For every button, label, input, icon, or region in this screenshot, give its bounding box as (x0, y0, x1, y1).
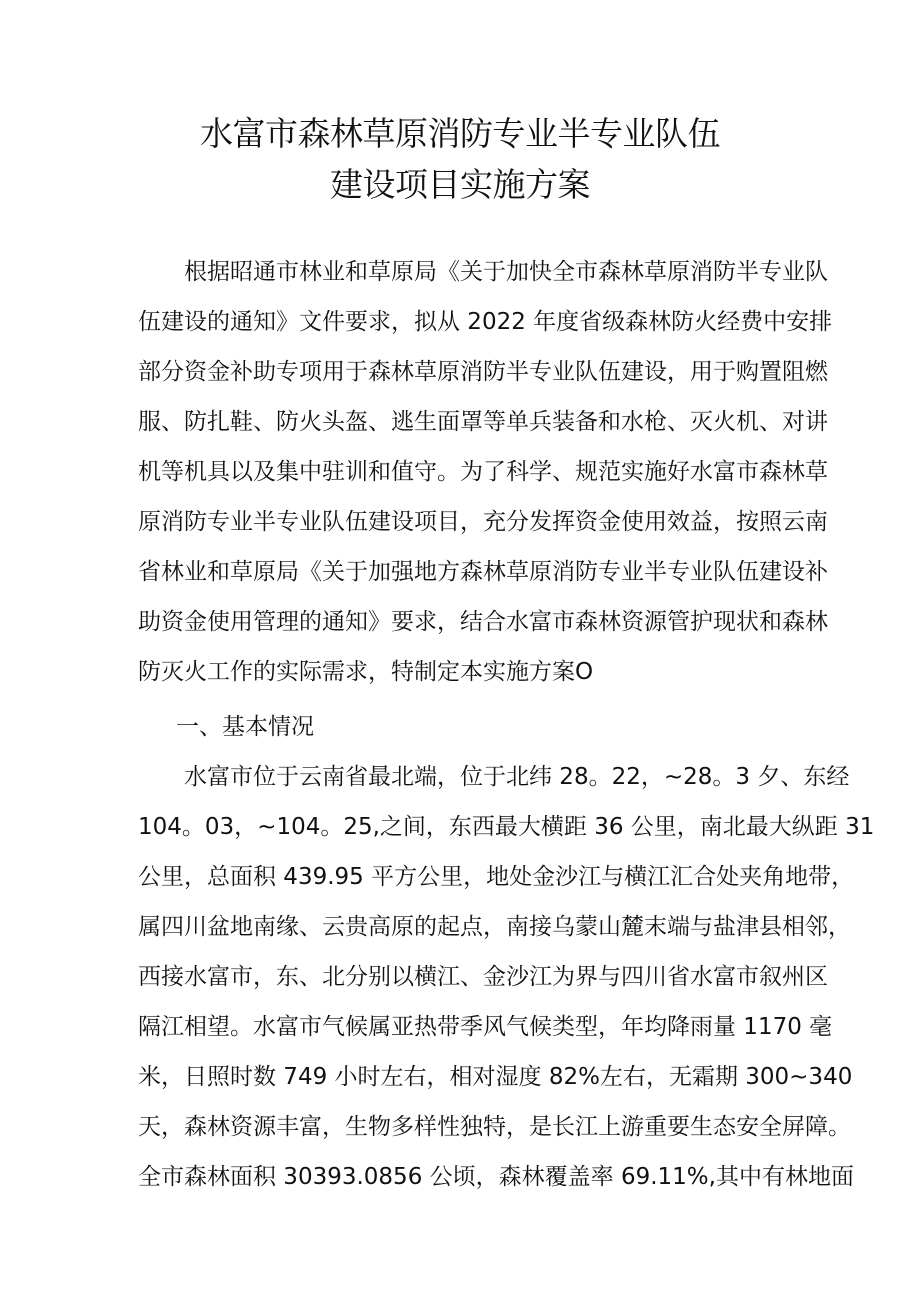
section-line: 隔江相望。水富市气候属亚热带季风气候类型，年均降雨量 1170 毫 (138, 1014, 833, 1040)
intro-line: 服、防扎鞋、防火头盔、逃生面罩等单兵装备和水枪、灭火机、对讲 (138, 409, 828, 435)
intro-line: 伍建设的通知》文件要求，拟从 2022 年度省级森林防火经费中安排 (138, 309, 833, 335)
document-title-line-1: 水富市森林草原消防专业半专业队伍 (200, 114, 720, 153)
intro-line: 机等机具以及集中驻训和值守。为了科学、规范实施好水富市森林草 (138, 459, 828, 485)
section-line: 天，森林资源丰富，生物多样性独特，是长江上游重要生态安全屏障。 (138, 1114, 851, 1140)
section-line: 公里，总面积 439.95 平方公里，地处金沙江与横江汇合处夹角地带， (138, 864, 855, 890)
intro-line: 原消防专业半专业队伍建设项目，充分发挥资金使用效益，按照云南 (138, 509, 828, 535)
section-heading: 一、基本情况 (176, 714, 314, 740)
section-line: 104。03，~104。25,之间，东西最大横距 36 公里，南北最大纵距 31 (138, 814, 875, 840)
intro-line: 助资金使用管理的通知》要求，结合水富市森林资源管护现状和森林 (138, 609, 828, 635)
document-title-line-2: 建设项目实施方案 (330, 165, 590, 204)
intro-line-last: 防灭火工作的实际需求，特制定本实施方案O (138, 659, 594, 685)
section-line: 水富市位于云南省最北端，位于北纬 28。22，~28。3 夕、东经 (184, 764, 850, 790)
intro-line: 省林业和草原局《关于加强地方森林草原消防专业半专业队伍建设补 (138, 559, 828, 585)
section-line: 米，日照时数 749 小时左右，相对湿度 82%左右，无霜期 300~340 (138, 1064, 853, 1090)
intro-line: 根据昭通市林业和草原局《关于加快全市森林草原消防半专业队 (184, 259, 828, 285)
intro-line: 部分资金补助专项用于森林草原消防半专业队伍建设，用于购置阻燃 (138, 359, 828, 385)
section-line: 西接水富市，东、北分别以横江、金沙江为界与四川省水富市叙州区 (138, 964, 828, 990)
section-line: 全市森林面积 30393.0856 公顷，森林覆盖率 69.11%,其中有林地面 (138, 1164, 854, 1190)
section-line: 属四川盆地南缘、云贵高原的起点，南接乌蒙山麓末端与盐津县相邻， (138, 914, 851, 940)
